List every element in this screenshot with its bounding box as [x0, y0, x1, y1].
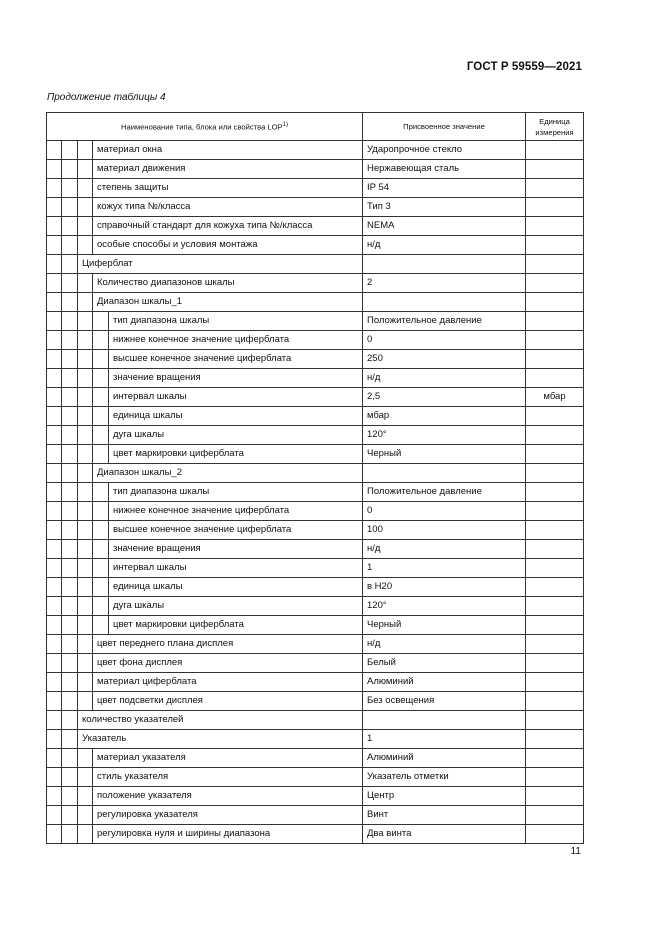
hierarchy-indent-cell — [78, 217, 93, 236]
unit-cell — [526, 673, 584, 692]
assigned-value-cell: IP 54 — [363, 179, 526, 198]
property-name-cell: Диапазон шкалы_1 — [93, 293, 363, 312]
hierarchy-indent-cell — [62, 160, 78, 179]
assigned-value-cell — [363, 711, 526, 730]
hierarchy-indent-cell — [47, 540, 62, 559]
hierarchy-indent-cell — [62, 236, 78, 255]
table-row — [47, 255, 584, 274]
unit-cell — [526, 730, 584, 749]
assigned-value-cell: Белый — [363, 654, 526, 673]
unit-cell — [526, 141, 584, 160]
property-name-cell: высшее конечное значение циферблата — [109, 350, 363, 369]
assigned-value-cell: в H20 — [363, 578, 526, 597]
hierarchy-indent-cell — [62, 274, 78, 293]
hierarchy-indent-cell — [47, 825, 62, 844]
property-name-cell: особые способы и условия монтажа — [93, 236, 363, 255]
property-name-cell: тип диапазона шкалы — [109, 483, 363, 502]
hierarchy-indent-cell — [78, 179, 93, 198]
hierarchy-indent-cell — [62, 597, 78, 616]
property-name-cell: цвет переднего плана дисплея — [93, 635, 363, 654]
hierarchy-indent-cell — [62, 730, 78, 749]
table-row — [47, 407, 584, 426]
hierarchy-indent-cell — [78, 806, 93, 825]
property-name-cell: регулировка нуля и ширины диапазона — [93, 825, 363, 844]
hierarchy-indent-cell — [47, 787, 62, 806]
col-header-unit: Единица измерения — [526, 113, 584, 141]
table-row — [47, 597, 584, 616]
assigned-value-cell: 120° — [363, 597, 526, 616]
assigned-value-cell: Тип 3 — [363, 198, 526, 217]
hierarchy-indent-cell — [47, 407, 62, 426]
footnote-marker: 1) — [282, 122, 288, 129]
unit-cell — [526, 160, 584, 179]
unit-cell — [526, 217, 584, 236]
assigned-value-cell: 2,5 — [363, 388, 526, 407]
assigned-value-cell: 0 — [363, 331, 526, 350]
assigned-value-cell: Черный — [363, 445, 526, 464]
table-row — [47, 350, 584, 369]
assigned-value-cell: н/д — [363, 540, 526, 559]
table-row — [47, 806, 584, 825]
hierarchy-indent-cell — [47, 464, 62, 483]
property-name-cell: интервал шкалы — [109, 388, 363, 407]
hierarchy-indent-cell — [47, 388, 62, 407]
hierarchy-indent-cell — [62, 426, 78, 445]
hierarchy-indent-cell — [78, 445, 93, 464]
table-row — [47, 730, 584, 749]
hierarchy-indent-cell — [93, 521, 109, 540]
property-name-cell: значение вращения — [109, 369, 363, 388]
table-row — [47, 293, 584, 312]
hierarchy-indent-cell — [47, 236, 62, 255]
hierarchy-indent-cell — [93, 426, 109, 445]
assigned-value-cell — [363, 293, 526, 312]
hierarchy-indent-cell — [62, 616, 78, 635]
table-row — [47, 787, 584, 806]
assigned-value-cell: Алюминий — [363, 673, 526, 692]
hierarchy-indent-cell — [47, 445, 62, 464]
hierarchy-indent-cell — [78, 787, 93, 806]
table-row — [47, 483, 584, 502]
hierarchy-indent-cell — [47, 255, 62, 274]
hierarchy-indent-cell — [47, 521, 62, 540]
hierarchy-indent-cell — [78, 274, 93, 293]
property-name-cell: кожух типа №/класса — [93, 198, 363, 217]
hierarchy-indent-cell — [93, 350, 109, 369]
hierarchy-indent-cell — [93, 578, 109, 597]
hierarchy-indent-cell — [62, 312, 78, 331]
unit-cell — [526, 616, 584, 635]
property-name-cell: справочный стандарт для кожуха типа №/класса — [93, 217, 363, 236]
hierarchy-indent-cell — [93, 540, 109, 559]
hierarchy-indent-cell — [47, 141, 62, 160]
property-name-cell: цвет подсветки дисплея — [93, 692, 363, 711]
unit-cell — [526, 483, 584, 502]
property-name-cell: стиль указателя — [93, 768, 363, 787]
property-name-cell: материал указателя — [93, 749, 363, 768]
table-header-row — [47, 113, 584, 141]
assigned-value-cell: 2 — [363, 274, 526, 293]
hierarchy-indent-cell — [62, 255, 78, 274]
unit-cell — [526, 825, 584, 844]
unit-cell — [526, 521, 584, 540]
assigned-value-cell: Два винта — [363, 825, 526, 844]
hierarchy-indent-cell — [62, 502, 78, 521]
hierarchy-indent-cell — [62, 559, 78, 578]
hierarchy-indent-cell — [47, 559, 62, 578]
table-row — [47, 331, 584, 350]
hierarchy-indent-cell — [62, 540, 78, 559]
unit-cell — [526, 749, 584, 768]
hierarchy-indent-cell — [78, 768, 93, 787]
hierarchy-indent-cell — [78, 369, 93, 388]
table-row — [47, 274, 584, 293]
property-name-cell: интервал шкалы — [109, 559, 363, 578]
hierarchy-indent-cell — [78, 483, 93, 502]
assigned-value-cell: Центр — [363, 787, 526, 806]
property-name-cell: Циферблат — [78, 255, 363, 274]
hierarchy-indent-cell — [78, 635, 93, 654]
hierarchy-indent-cell — [78, 749, 93, 768]
property-name-cell: Количество диапазонов шкалы — [93, 274, 363, 293]
table-row — [47, 673, 584, 692]
unit-cell — [526, 312, 584, 331]
unit-cell — [526, 711, 584, 730]
hierarchy-indent-cell — [62, 350, 78, 369]
hierarchy-indent-cell — [62, 654, 78, 673]
assigned-value-cell: 100 — [363, 521, 526, 540]
hierarchy-indent-cell — [62, 578, 78, 597]
property-name-cell: положение указателя — [93, 787, 363, 806]
hierarchy-indent-cell — [62, 806, 78, 825]
hierarchy-indent-cell — [47, 369, 62, 388]
hierarchy-indent-cell — [62, 293, 78, 312]
hierarchy-indent-cell — [78, 160, 93, 179]
hierarchy-indent-cell — [47, 217, 62, 236]
hierarchy-indent-cell — [62, 673, 78, 692]
assigned-value-cell — [363, 255, 526, 274]
hierarchy-indent-cell — [78, 141, 93, 160]
hierarchy-indent-cell — [47, 749, 62, 768]
unit-cell — [526, 350, 584, 369]
hierarchy-indent-cell — [78, 350, 93, 369]
hierarchy-indent-cell — [62, 445, 78, 464]
hierarchy-indent-cell — [62, 635, 78, 654]
property-name-cell: Диапазон шкалы_2 — [93, 464, 363, 483]
hierarchy-indent-cell — [78, 388, 93, 407]
hierarchy-indent-cell — [47, 483, 62, 502]
page-number: 11 — [570, 846, 581, 857]
hierarchy-indent-cell — [47, 331, 62, 350]
hierarchy-indent-cell — [62, 692, 78, 711]
table-row — [47, 388, 584, 407]
property-name-cell: цвет маркировки циферблата — [109, 445, 363, 464]
unit-cell — [526, 787, 584, 806]
hierarchy-indent-cell — [78, 559, 93, 578]
assigned-value-cell: 1 — [363, 730, 526, 749]
table-row — [47, 578, 584, 597]
unit-cell — [526, 692, 584, 711]
unit-cell — [526, 635, 584, 654]
assigned-value-cell: н/д — [363, 236, 526, 255]
assigned-value-cell: 250 — [363, 350, 526, 369]
hierarchy-indent-cell — [93, 331, 109, 350]
property-name-cell: тип диапазона шкалы — [109, 312, 363, 331]
assigned-value-cell: Без освещения — [363, 692, 526, 711]
col-header-value: Присвоенное значение — [363, 113, 526, 141]
assigned-value-cell: Винт — [363, 806, 526, 825]
table-row — [47, 141, 584, 160]
hierarchy-indent-cell — [47, 635, 62, 654]
table-row — [47, 559, 584, 578]
table-body — [47, 141, 584, 844]
table-row — [47, 654, 584, 673]
property-name-cell: единица шкалы — [109, 407, 363, 426]
table-row — [47, 768, 584, 787]
hierarchy-indent-cell — [78, 426, 93, 445]
assigned-value-cell: н/д — [363, 635, 526, 654]
hierarchy-indent-cell — [93, 407, 109, 426]
property-name-cell: материал окна — [93, 141, 363, 160]
table-row — [47, 521, 584, 540]
hierarchy-indent-cell — [47, 806, 62, 825]
table-row — [47, 198, 584, 217]
unit-cell — [526, 559, 584, 578]
assigned-value-cell: 0 — [363, 502, 526, 521]
hierarchy-indent-cell — [47, 597, 62, 616]
property-name-cell: значение вращения — [109, 540, 363, 559]
property-name-cell: Указатель — [78, 730, 363, 749]
hierarchy-indent-cell — [78, 293, 93, 312]
property-name-cell: материал циферблата — [93, 673, 363, 692]
hierarchy-indent-cell — [47, 274, 62, 293]
table-row — [47, 445, 584, 464]
table-row — [47, 160, 584, 179]
table-row — [47, 825, 584, 844]
hierarchy-indent-cell — [47, 350, 62, 369]
table-row — [47, 711, 584, 730]
hierarchy-indent-cell — [78, 236, 93, 255]
hierarchy-indent-cell — [78, 673, 93, 692]
unit-cell — [526, 597, 584, 616]
hierarchy-indent-cell — [78, 464, 93, 483]
assigned-value-cell: Положительное давление — [363, 312, 526, 331]
hierarchy-indent-cell — [47, 426, 62, 445]
unit-cell — [526, 274, 584, 293]
hierarchy-indent-cell — [62, 179, 78, 198]
property-name-cell: степень защиты — [93, 179, 363, 198]
col-header-name: Наименование типа, блока или свойства LOP$^{1)}$ — [47, 113, 363, 141]
property-name-cell: дуга шкалы — [109, 426, 363, 445]
hierarchy-indent-cell — [78, 540, 93, 559]
hierarchy-indent-cell — [47, 198, 62, 217]
hierarchy-indent-cell — [62, 521, 78, 540]
document-code: ГОСТ Р 59559—2021 — [466, 61, 582, 73]
property-name-cell: единица шкалы — [109, 578, 363, 597]
assigned-value-cell: 120° — [363, 426, 526, 445]
hierarchy-indent-cell — [93, 445, 109, 464]
hierarchy-indent-cell — [47, 673, 62, 692]
hierarchy-indent-cell — [62, 768, 78, 787]
assigned-value-cell: мбар — [363, 407, 526, 426]
assigned-value-cell: Ударопрочное стекло — [363, 141, 526, 160]
assigned-value-cell: Черный — [363, 616, 526, 635]
assigned-value-cell: Нержавеющая сталь — [363, 160, 526, 179]
hierarchy-indent-cell — [62, 407, 78, 426]
unit-cell — [526, 654, 584, 673]
unit-cell — [526, 578, 584, 597]
unit-cell — [526, 502, 584, 521]
hierarchy-indent-cell — [47, 502, 62, 521]
hierarchy-indent-cell — [47, 616, 62, 635]
property-name-cell: количество указателей — [78, 711, 363, 730]
hierarchy-indent-cell — [93, 616, 109, 635]
table-row — [47, 502, 584, 521]
hierarchy-indent-cell — [62, 198, 78, 217]
hierarchy-indent-cell — [78, 692, 93, 711]
assigned-value-cell: NEMA — [363, 217, 526, 236]
table-row — [47, 464, 584, 483]
hierarchy-indent-cell — [47, 293, 62, 312]
hierarchy-indent-cell — [62, 464, 78, 483]
unit-cell — [526, 407, 584, 426]
hierarchy-indent-cell — [47, 654, 62, 673]
table-row — [47, 616, 584, 635]
assigned-value-cell: 1 — [363, 559, 526, 578]
unit-cell — [526, 768, 584, 787]
assigned-value-cell: Алюминий — [363, 749, 526, 768]
hierarchy-indent-cell — [93, 388, 109, 407]
hierarchy-indent-cell — [47, 711, 62, 730]
hierarchy-indent-cell — [62, 483, 78, 502]
unit-cell — [526, 293, 584, 312]
unit-cell — [526, 426, 584, 445]
hierarchy-indent-cell — [78, 407, 93, 426]
unit-cell — [526, 806, 584, 825]
hierarchy-indent-cell — [47, 768, 62, 787]
hierarchy-indent-cell — [93, 483, 109, 502]
properties-table — [46, 112, 584, 844]
hierarchy-indent-cell — [93, 559, 109, 578]
hierarchy-indent-cell — [93, 312, 109, 331]
hierarchy-indent-cell — [78, 597, 93, 616]
hierarchy-indent-cell — [62, 141, 78, 160]
assigned-value-cell — [363, 464, 526, 483]
hierarchy-indent-cell — [78, 616, 93, 635]
table-row — [47, 312, 584, 331]
assigned-value-cell: н/д — [363, 369, 526, 388]
hierarchy-indent-cell — [78, 578, 93, 597]
hierarchy-indent-cell — [47, 578, 62, 597]
hierarchy-indent-cell — [47, 692, 62, 711]
property-name-cell: нижнее конечное значение циферблата — [109, 502, 363, 521]
hierarchy-indent-cell — [47, 312, 62, 331]
hierarchy-indent-cell — [62, 787, 78, 806]
property-name-cell: цвет фона дисплея — [93, 654, 363, 673]
hierarchy-indent-cell — [78, 521, 93, 540]
unit-cell — [526, 331, 584, 350]
unit-cell — [526, 445, 584, 464]
unit-cell — [526, 198, 584, 217]
table-row — [47, 236, 584, 255]
hierarchy-indent-cell — [78, 312, 93, 331]
hierarchy-indent-cell — [62, 388, 78, 407]
hierarchy-indent-cell — [62, 217, 78, 236]
hierarchy-indent-cell — [93, 369, 109, 388]
hierarchy-indent-cell — [78, 331, 93, 350]
hierarchy-indent-cell — [47, 179, 62, 198]
hierarchy-indent-cell — [78, 654, 93, 673]
hierarchy-indent-cell — [93, 502, 109, 521]
hierarchy-indent-cell — [78, 502, 93, 521]
unit-cell — [526, 369, 584, 388]
table-row — [47, 635, 584, 654]
unit-cell — [526, 179, 584, 198]
unit-cell — [526, 540, 584, 559]
table-row — [47, 692, 584, 711]
assigned-value-cell: Указатель отметки — [363, 768, 526, 787]
property-name-cell: дуга шкалы — [109, 597, 363, 616]
table-row — [47, 179, 584, 198]
hierarchy-indent-cell — [62, 711, 78, 730]
assigned-value-cell: Положительное давление — [363, 483, 526, 502]
property-name-cell: материал движения — [93, 160, 363, 179]
hierarchy-indent-cell — [62, 749, 78, 768]
property-name-cell: высшее конечное значение циферблата — [109, 521, 363, 540]
table-row — [47, 217, 584, 236]
hierarchy-indent-cell — [93, 597, 109, 616]
hierarchy-indent-cell — [78, 198, 93, 217]
unit-cell — [526, 236, 584, 255]
hierarchy-indent-cell — [62, 331, 78, 350]
table-row — [47, 426, 584, 445]
hierarchy-indent-cell — [78, 825, 93, 844]
hierarchy-indent-cell — [62, 825, 78, 844]
hierarchy-indent-cell — [47, 160, 62, 179]
table-row — [47, 749, 584, 768]
hierarchy-indent-cell — [62, 369, 78, 388]
table-caption: Продолжение таблицы 4 — [47, 92, 166, 103]
unit-cell — [526, 255, 584, 274]
property-name-cell: регулировка указателя — [93, 806, 363, 825]
unit-cell — [526, 464, 584, 483]
table-row — [47, 369, 584, 388]
unit-cell: мбар — [526, 388, 584, 407]
property-name-cell: цвет маркировки циферблата — [109, 616, 363, 635]
property-name-cell: нижнее конечное значение циферблата — [109, 331, 363, 350]
hierarchy-indent-cell — [47, 730, 62, 749]
table-row — [47, 540, 584, 559]
